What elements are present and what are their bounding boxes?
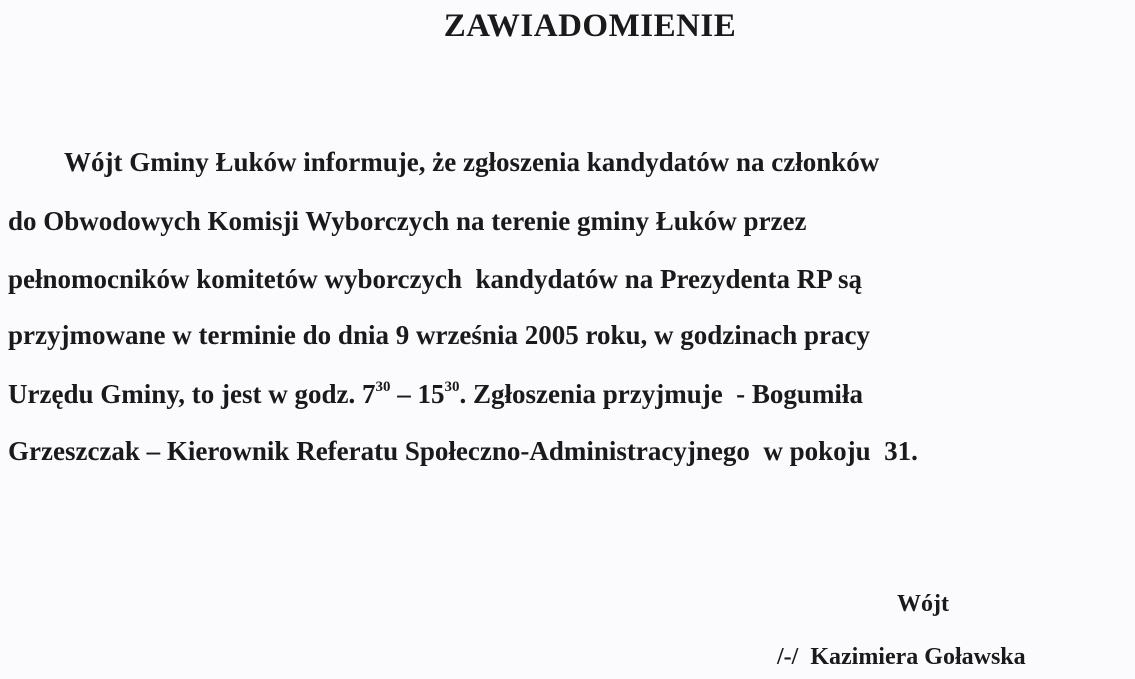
signature-role: Wójt <box>897 591 949 617</box>
body-line-6: Grzeszczak – Kierownik Referatu Społeczno-Administracyjnego w pokoju 31. <box>8 436 918 466</box>
body-line-1: Wójt Gminy Łuków informuje, że zgłoszenia kandydatów na członków <box>64 147 880 177</box>
body-line-4: przyjmowane w terminie do dnia 9 września 2005 roku, w godzinach pracy <box>8 320 870 350</box>
document-title: ZAWIADOMIENIE <box>443 8 737 44</box>
body-line-3: pełnomocników komitetów wyborczych kandydatów na Prezydenta RP są <box>8 264 863 294</box>
body-line-5-part-b: – 15 <box>390 379 445 409</box>
body-line-5-part-a: Urzędu Gminy, to jest w godz. 7 <box>8 379 376 409</box>
body-line-5-part-c: . Zgłoszenia przyjmuje - Bogumiła <box>459 379 863 409</box>
body-line-5 <box>8 379 863 410</box>
signature-name: /-/ Kazimiera Goławska <box>777 644 1026 670</box>
body-line-2: do Obwodowych Komisji Wyborczych na terenie gminy Łuków przez <box>8 206 807 236</box>
hour-start-superscript: 30 <box>375 379 391 395</box>
hour-end-superscript: 30 <box>444 379 460 395</box>
